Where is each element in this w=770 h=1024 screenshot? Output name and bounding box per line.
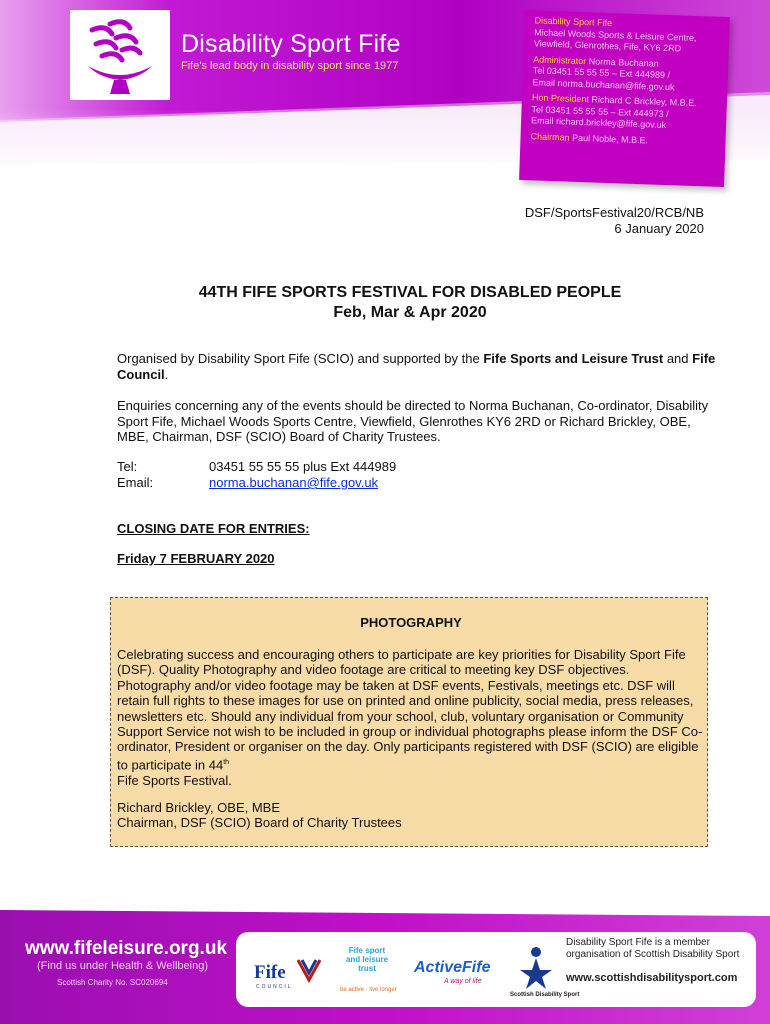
partner-logos-panel: [236, 932, 756, 1007]
intro-paragraph: [117, 351, 717, 382]
sds-website-link[interactable]: www.scottishdisabilitysport.com: [566, 972, 738, 984]
charity-number: Scottish Charity No. SC020694: [57, 978, 168, 987]
contact-card: [519, 10, 730, 187]
administrator-block: [532, 54, 722, 95]
sports-trust-name: Fife Sports and Leisure Trust: [483, 351, 664, 366]
title-line: 44TH FIFE SPORTS FESTIVAL FOR DISABLED PEOPLE: [198, 284, 622, 301]
find-us-note: (Find us under Health & Wellbeing): [37, 960, 208, 972]
chairman-name: Paul Noble, M.B.E.: [571, 132, 649, 145]
sports-trust-logo: [336, 946, 398, 973]
president-name: Richard C Brickley, M.B.E.: [591, 94, 697, 109]
document-title: [0, 283, 770, 323]
letter-date: 6 January 2020: [614, 221, 704, 236]
intro-text: Organised by Disability Sport Fife (SCIO) and supported by the: [117, 351, 484, 366]
active-fife-logo: ActiveFife: [414, 959, 491, 976]
tel-row: [117, 459, 396, 474]
letterhead-footer: [0, 910, 770, 1024]
administrator-label: Administrator: [533, 53, 587, 66]
sports-trust-line: Fife sport: [348, 946, 386, 955]
president-tel: Tel 03451 55 55 55 – Ext 444973 /: [531, 103, 669, 119]
president-label: Hon President: [531, 92, 590, 105]
fife-council-subtext: COUNCIL: [256, 984, 293, 990]
organisation-tagline: Fife's lead body in disability sport since 1977: [181, 60, 399, 72]
fife-council-wordmark: Fife: [254, 962, 286, 983]
photography-text-end: Fife Sports Festival.: [117, 772, 232, 788]
email-link[interactable]: norma.buchanan@fife.gov.uk: [209, 475, 379, 490]
fife-crest-icon: [296, 956, 322, 984]
dsf-logo: [70, 10, 170, 100]
closing-date-heading: CLOSING DATE FOR ENTRIES:: [117, 521, 310, 536]
organisation-title: Disability Sport Fife: [181, 30, 401, 58]
signatory-name: Richard Brickley, OBE, MBE: [117, 800, 281, 815]
photography-heading: PHOTOGRAPHY: [360, 615, 462, 630]
administrator-email: Email norma.buchanan@fife.gov.uk: [532, 76, 675, 92]
letterhead-header: [0, 0, 770, 190]
intro-text: and: [663, 351, 693, 366]
reference-code: DSF/SportsFestival20/RCB/NB: [524, 205, 704, 220]
sports-trust-line: trust: [358, 964, 376, 973]
chairman-label: Chairman: [530, 130, 570, 143]
org-address-line: Viewfield, Glenrothes, Fife, KY6 2RD: [533, 38, 682, 54]
sports-trust-line: and leisure: [345, 955, 389, 964]
signature-block: [117, 800, 402, 831]
sds-star-icon: [516, 946, 556, 990]
intro-text: .: [164, 366, 169, 382]
sds-wordmark: Scottish Disability Sport: [510, 992, 580, 998]
chairman-block: [530, 131, 719, 149]
photography-body: [117, 647, 705, 788]
org-address-label: Disability Sport Fife: [534, 15, 613, 29]
email-row: [117, 475, 378, 490]
enquiries-paragraph: Enquiries concerning any of the events should be directed to Norma Buchanan, Co-ordinator, Disability Sport Fife, Michael Woods Sports Centre, Viewfield, Glenrothes KY6 2RD or Richard Brickley, OBE, MBE, Chairman, DSF (SCIO) Board of Charity Trustees.: [117, 398, 709, 444]
photography-text: Celebrating success and encouraging others to participate are key priorities for Disability Sport Fife (DSF). Quality Photography and video footage are critical to meeting key DSF objectives. Photography and/or video footage may be taken at DSF events, Festivals, meetings etc. DSF will retain full rights to these images for use on printed and online publicity, social media, press releases, newsletters etc. Should any individual from your school, club, voluntary organisation or Community Support Service not wish to be included in group or individual photographs please inform the DSF Co-ordinator, President or organiser on the day. Only participants registered with DSF (SCIO) are eligible to participate in 44: [117, 647, 703, 773]
administrator-tel: Tel 03451 55 55 55 – Ext 444989 /: [532, 65, 671, 81]
photography-notice: [110, 597, 708, 847]
tel-value: 03451 55 55 55 plus Ext 444989: [209, 459, 397, 474]
membership-statement: Disability Sport Fife is a member organisation of Scottish Disability Sport: [566, 937, 740, 960]
president-email: Email richard.brickley@fife.gov.uk: [530, 115, 667, 130]
tel-label: Tel:: [117, 459, 138, 474]
ordinal-suffix: th: [223, 758, 230, 766]
council-name: Fife Council: [117, 351, 716, 382]
reference-block: [525, 205, 704, 237]
website-link[interactable]: www.fifeleisure.org.uk: [25, 938, 228, 959]
closing-date: Friday 7 FEBRUARY 2020: [117, 551, 275, 566]
active-fife-slogan: A way of life: [444, 978, 482, 985]
flame-bowl-icon: [70, 10, 170, 100]
subtitle-line: Feb, Mar & Apr 2020: [333, 304, 487, 321]
email-label: Email:: [117, 475, 154, 490]
sports-trust-slogan: be active · live longer: [340, 987, 397, 993]
president-block: [531, 92, 721, 133]
signatory-role: Chairman, DSF (SCIO) Board of Charity Trustees: [117, 815, 402, 831]
administrator-name: Norma Buchanan: [588, 55, 659, 69]
org-address-line: Michael Woods Sports & Leisure Centre,: [534, 26, 697, 43]
org-address-block: [534, 15, 724, 56]
